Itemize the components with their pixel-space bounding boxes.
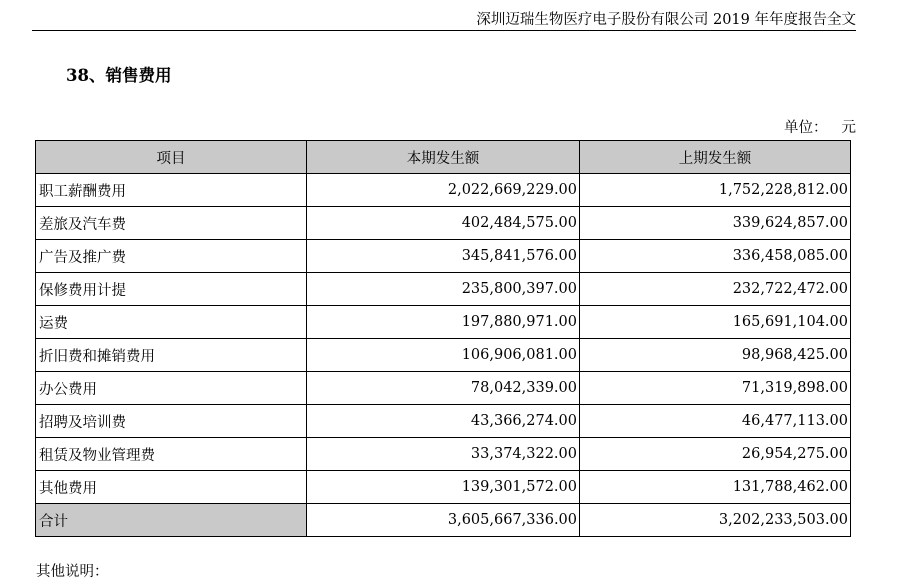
table-row [36,273,851,306]
unit-label: 单位： [784,120,828,136]
total-label: 合计 [36,504,307,537]
row-item-name: 职工薪酬费用 [36,174,307,207]
table-row [36,372,851,405]
report-header-title: 深圳迈瑞生物医疗电子股份有限公司 2019 年年度报告全文 [476,12,856,28]
row-item-name: 租赁及物业管理费 [36,438,307,471]
row-previous-amount: 1,752,228,812.00 [580,174,851,207]
table-header-row [36,141,851,174]
sales-expense-table [35,140,851,537]
row-current-amount: 197,880,971.00 [307,306,580,339]
row-current-amount: 402,484,575.00 [307,207,580,240]
row-previous-amount: 26,954,275.00 [580,438,851,471]
header-divider [32,30,856,31]
row-previous-amount: 98,968,425.00 [580,339,851,372]
row-item-name: 其他费用 [36,471,307,504]
table-row [36,339,851,372]
row-current-amount: 33,374,322.00 [307,438,580,471]
table-row [36,240,851,273]
row-previous-amount: 46,477,113.00 [580,405,851,438]
total-current-amount: 3,605,667,336.00 [307,504,580,537]
row-current-amount: 139,301,572.00 [307,471,580,504]
row-previous-amount: 131,788,462.00 [580,471,851,504]
unit-value: 元 [841,120,856,136]
row-item-name: 招聘及培训费 [36,405,307,438]
row-item-name: 运费 [36,306,307,339]
row-item-name: 差旅及汽车费 [36,207,307,240]
table-total-row [36,504,851,537]
column-header-item: 项目 [36,141,307,174]
table-row [36,405,851,438]
table-row [36,438,851,471]
row-item-name: 广告及推广费 [36,240,307,273]
row-current-amount: 106,906,081.00 [307,339,580,372]
section-title: 38、销售费用 [66,66,172,85]
row-item-name: 折旧费和摊销费用 [36,339,307,372]
row-current-amount: 235,800,397.00 [307,273,580,306]
table-row [36,471,851,504]
row-current-amount: 43,366,274.00 [307,405,580,438]
other-notes-label: 其他说明： [36,564,109,580]
row-previous-amount: 71,319,898.00 [580,372,851,405]
total-previous-amount: 3,202,233,503.00 [580,504,851,537]
row-item-name: 办公费用 [36,372,307,405]
row-previous-amount: 336,458,085.00 [580,240,851,273]
table-row [36,306,851,339]
row-current-amount: 2,022,669,229.00 [307,174,580,207]
row-previous-amount: 165,691,104.00 [580,306,851,339]
column-header-previous-period: 上期发生额 [580,141,851,174]
row-previous-amount: 339,624,857.00 [580,207,851,240]
row-item-name: 保修费用计提 [36,273,307,306]
row-current-amount: 345,841,576.00 [307,240,580,273]
table-row [36,207,851,240]
unit-line [784,116,856,137]
column-header-current-period: 本期发生额 [307,141,580,174]
row-current-amount: 78,042,339.00 [307,372,580,405]
row-previous-amount: 232,722,472.00 [580,273,851,306]
table-row [36,174,851,207]
